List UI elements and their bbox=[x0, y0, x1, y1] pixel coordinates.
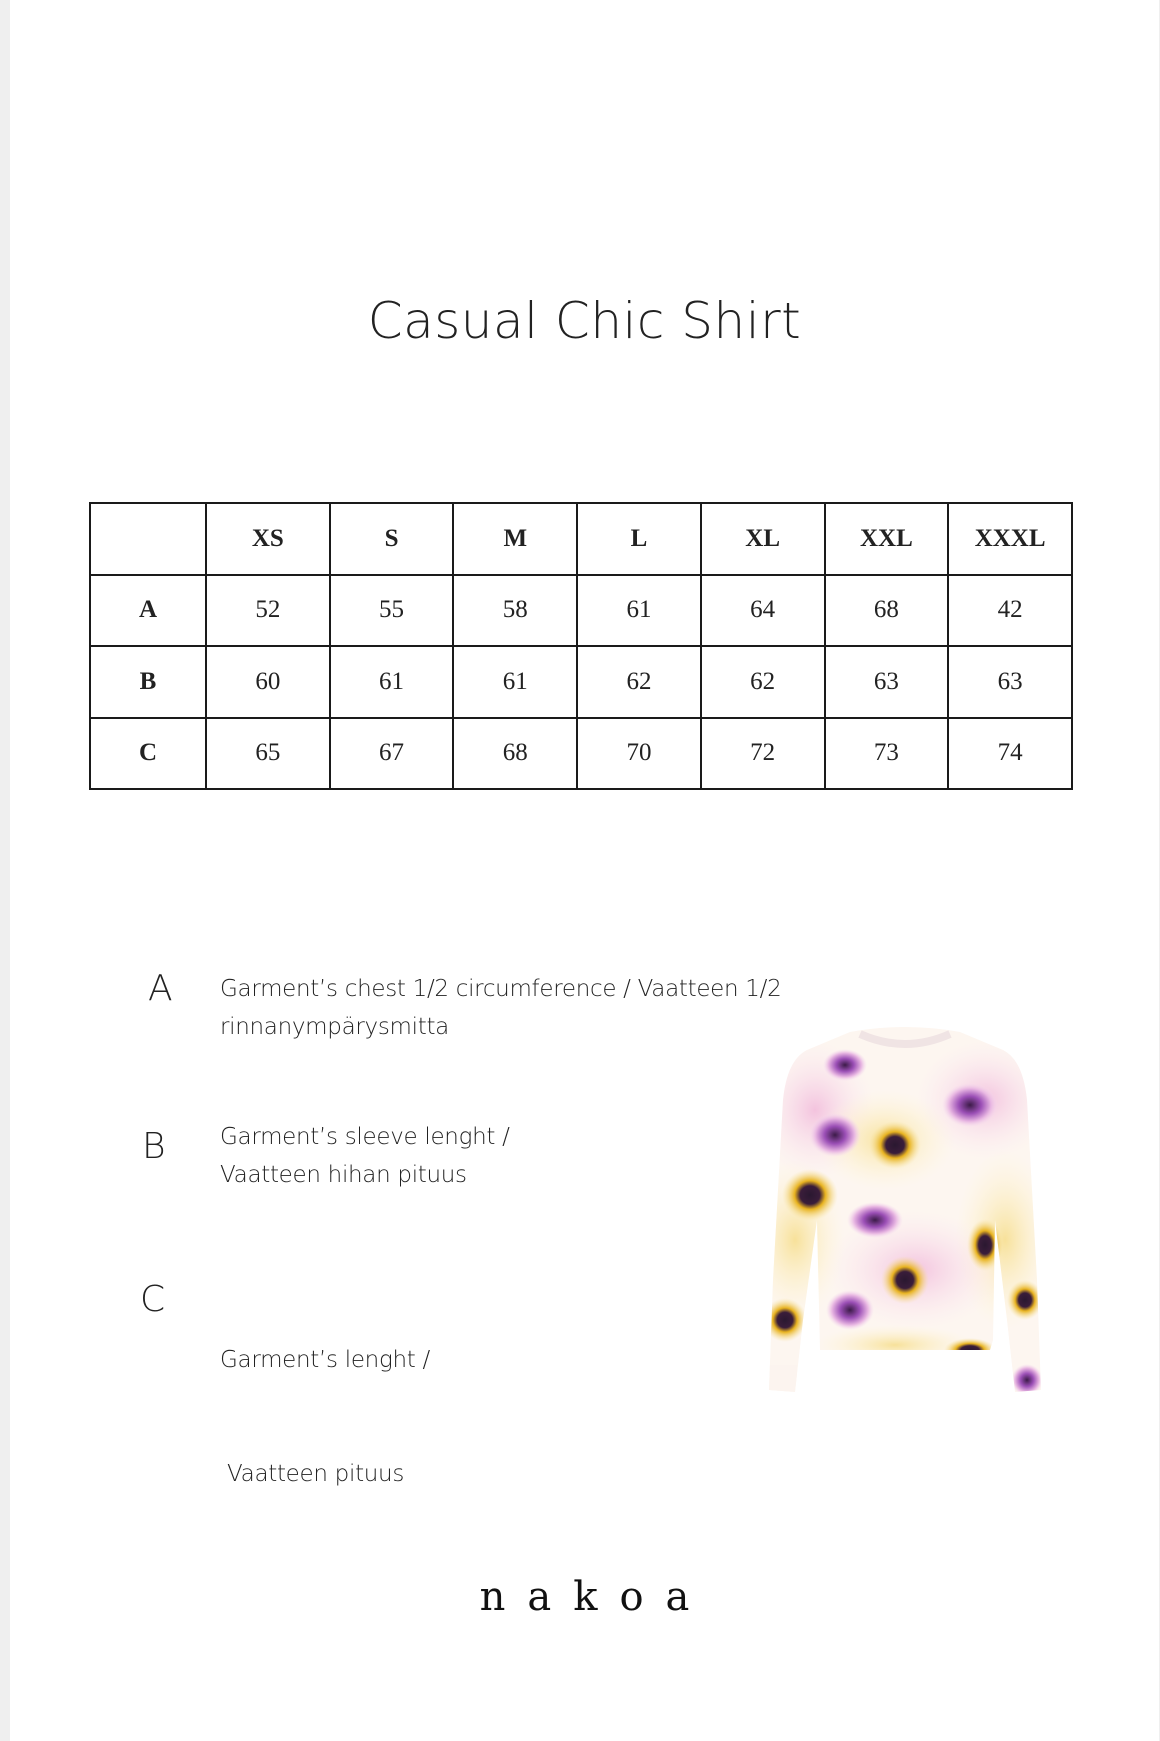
table-row bbox=[90, 646, 1072, 718]
row-label: C bbox=[90, 718, 206, 790]
legend-line: Garment’s lenght / bbox=[220, 1347, 430, 1373]
table-cell: 42 bbox=[948, 575, 1072, 647]
header-cell-xxl: XXL bbox=[825, 503, 949, 575]
table-cell: 62 bbox=[577, 646, 701, 718]
legend-description bbox=[220, 1118, 780, 1194]
legend-line: Vaatteen hihan pituus bbox=[220, 1162, 467, 1188]
legend-line: rinnanympärysmitta bbox=[220, 1014, 449, 1040]
header-cell-m: M bbox=[453, 503, 577, 575]
table-cell: 60 bbox=[206, 646, 330, 718]
table-cell: 72 bbox=[701, 718, 825, 790]
table-cell: 52 bbox=[206, 575, 330, 647]
table-cell: 68 bbox=[825, 575, 949, 647]
sweatshirt-illustration-icon bbox=[755, 1020, 1055, 1410]
table-cell: 63 bbox=[825, 646, 949, 718]
header-cell-empty bbox=[90, 503, 206, 575]
row-label: A bbox=[90, 575, 206, 647]
table-cell: 74 bbox=[948, 718, 1072, 790]
table-cell: 61 bbox=[330, 646, 454, 718]
table-cell: 58 bbox=[453, 575, 577, 647]
table-cell: 63 bbox=[948, 646, 1072, 718]
header-cell-xs: XS bbox=[206, 503, 330, 575]
header-cell-l: L bbox=[577, 503, 701, 575]
legend-line: Vaatteen pituus bbox=[220, 1461, 405, 1487]
size-table bbox=[89, 502, 1073, 790]
table-cell: 73 bbox=[825, 718, 949, 790]
sweatshirt-image bbox=[755, 1020, 1055, 1410]
table-cell: 67 bbox=[330, 718, 454, 790]
size-guide-page bbox=[10, 0, 1159, 1741]
size-table-header-row bbox=[90, 503, 1072, 575]
row-label: B bbox=[90, 646, 206, 718]
brand-logo: nakoa bbox=[479, 1574, 712, 1620]
table-cell: 55 bbox=[330, 575, 454, 647]
header-cell-xl: XL bbox=[701, 503, 825, 575]
legend-line: Garment’s chest 1/2 circumference / Vaatteen 1/2 bbox=[220, 976, 782, 1002]
legend-line: Garment’s sleeve lenght / bbox=[220, 1124, 510, 1150]
table-cell: 65 bbox=[206, 718, 330, 790]
table-cell: 62 bbox=[701, 646, 825, 718]
header-cell-xxxl: XXXL bbox=[948, 503, 1072, 575]
legend-letter: A bbox=[148, 968, 173, 1009]
table-row bbox=[90, 718, 1072, 790]
page-title: Casual Chic Shirt bbox=[367, 292, 802, 350]
table-cell: 68 bbox=[453, 718, 577, 790]
legend-letter: B bbox=[142, 1126, 166, 1167]
legend-description bbox=[220, 970, 780, 1046]
table-cell: 70 bbox=[577, 718, 701, 790]
table-cell: 61 bbox=[577, 575, 701, 647]
legend-letter: C bbox=[140, 1279, 166, 1320]
table-row bbox=[90, 575, 1072, 647]
table-cell: 61 bbox=[453, 646, 577, 718]
legend-description bbox=[220, 1265, 780, 1569]
header-cell-s: S bbox=[330, 503, 454, 575]
table-cell: 64 bbox=[701, 575, 825, 647]
